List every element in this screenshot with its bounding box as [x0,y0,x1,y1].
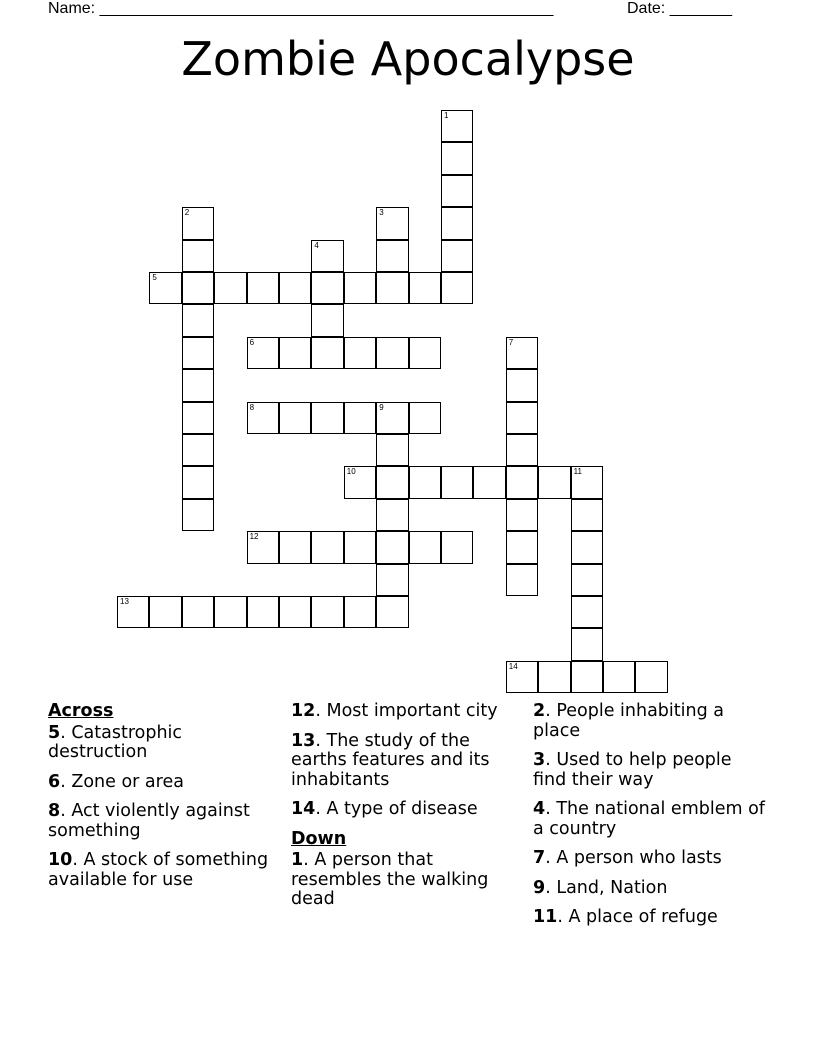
grid-cell[interactable] [409,402,441,434]
grid-cell[interactable] [441,175,473,207]
grid-cell[interactable] [441,110,473,142]
grid-cell[interactable] [149,272,181,304]
grid-cell[interactable] [182,369,214,401]
down-heading: Down [291,828,347,849]
grid-cell[interactable] [506,466,538,498]
grid-cell[interactable] [182,240,214,272]
grid-cell[interactable] [441,466,473,498]
clue-number: 10 [346,467,356,477]
grid-cell[interactable] [182,499,214,531]
grid-cell[interactable] [247,337,279,369]
clue-number: 13 [120,597,129,606]
grid-cell[interactable] [635,661,667,693]
date-label: Date: [627,0,670,17]
clue-number: 5 [152,273,157,282]
grid-cell[interactable] [279,272,311,304]
grid-cell[interactable] [571,531,603,563]
clue-across-5: 5. Catastrophic destruction [48,722,183,762]
grid-cell[interactable] [441,272,473,304]
clue-number: 11 [573,467,582,477]
grid-cell[interactable] [376,531,408,563]
grid-cell[interactable] [344,337,376,369]
grid-cell[interactable] [376,240,408,272]
clue-across-8: 8. Act violently against something [48,801,250,841]
grid-cell[interactable] [571,564,603,596]
name-blank[interactable]: ___________________________________________________ [99,0,554,17]
grid-cell[interactable] [571,661,603,693]
clue-down-9: 9. Land, Nation [533,877,668,898]
clue-column-1 [48,702,280,900]
grid-cell[interactable] [376,207,408,239]
clue-number: 14 [508,661,518,671]
grid-cell[interactable] [247,272,279,304]
clue-down-4: 4. The national emblem of a country [533,799,765,839]
grid-cell[interactable] [376,466,408,498]
grid-cell[interactable] [279,531,311,563]
grid-cell[interactable] [506,402,538,434]
grid-cell[interactable] [247,402,279,434]
grid-cell[interactable] [182,304,214,336]
grid-cell[interactable] [182,434,214,466]
grid-cell[interactable] [117,596,149,628]
grid-cell[interactable] [214,272,246,304]
grid-cell[interactable] [311,304,343,336]
grid-cell[interactable] [506,661,538,693]
clue-column-2 [291,702,523,920]
clue-across-14: 14. A type of disease [291,799,478,819]
clue-down-1: 1. A person that resembles the walking dead [291,850,489,909]
clue-across-10: 10. A stock of something available for use [48,850,269,890]
grid-cell[interactable] [376,499,408,531]
grid-cell[interactable] [506,531,538,563]
clue-column-3 [533,702,765,938]
clue-down-11: 11. A place of refuge [533,907,718,927]
grid-cell[interactable] [182,402,214,434]
date-blank[interactable]: _______ [669,0,732,17]
page-title: Zombie Apocalypse [181,32,635,86]
grid-cell[interactable] [344,531,376,563]
clue-down-2: 2. People inhabiting a place [533,701,724,741]
grid-cell[interactable] [182,596,214,628]
grid-cell[interactable] [279,596,311,628]
grid-cell[interactable] [344,402,376,434]
grid-cell[interactable] [182,466,214,498]
grid-cell[interactable] [311,240,343,272]
grid-cell[interactable] [344,466,376,498]
grid-cell[interactable] [506,499,538,531]
grid-cell[interactable] [311,337,343,369]
grid-cell[interactable] [311,531,343,563]
grid-cell[interactable] [441,531,473,563]
grid-cell[interactable] [409,337,441,369]
clue-across-12: 12. Most important city [291,701,498,721]
grid-cell[interactable] [247,531,279,563]
grid-cell[interactable] [344,596,376,628]
grid-cell[interactable] [214,596,246,628]
grid-cell[interactable] [506,434,538,466]
grid-cell[interactable] [473,466,505,498]
grid-cell[interactable] [409,531,441,563]
clue-number: 7 [508,337,514,347]
grid-cell[interactable] [182,272,214,304]
grid-cell[interactable] [506,369,538,401]
grid-cell[interactable] [538,661,570,693]
clue-number: 4 [314,240,319,250]
grid-cell[interactable] [409,272,441,304]
grid-cell[interactable] [571,628,603,660]
clue-number: 3 [379,208,384,218]
grid-cell[interactable] [376,402,408,434]
clue-across-6: 6. Zone or area [48,771,184,792]
grid-cell[interactable] [311,402,343,434]
grid-cell[interactable] [376,337,408,369]
clue-down-3: 3. Used to help people find their way [533,750,732,790]
across-heading: Across [48,701,114,721]
clue-number: 9 [379,402,384,412]
grid-cell[interactable] [409,466,441,498]
grid-cell[interactable] [571,596,603,628]
grid-cell[interactable] [506,564,538,596]
grid-cell[interactable] [376,596,408,628]
grid-cell[interactable] [182,207,214,239]
name-label: Name: [48,0,100,17]
grid-cell[interactable] [344,272,376,304]
clue-down-7: 7. A person who lasts [533,848,722,868]
grid-cell[interactable] [149,596,181,628]
clue-across-13: 13. The study of the earths features and its inhabitants [291,730,490,790]
clue-number: 8 [249,402,255,412]
grid-cell[interactable] [603,661,635,693]
grid-cell[interactable] [571,466,603,498]
clue-number: 1 [444,111,449,120]
grid-cell[interactable] [376,564,408,596]
grid-cell[interactable] [376,272,408,304]
grid-cell[interactable] [247,596,279,628]
grid-cell[interactable] [441,142,473,174]
grid-cell[interactable] [279,402,311,434]
clue-number: 12 [249,532,259,542]
clue-number: 6 [249,337,255,347]
grid-cell[interactable] [182,337,214,369]
grid-cell[interactable] [376,434,408,466]
grid-cell[interactable] [279,337,311,369]
grid-cell[interactable] [506,337,538,369]
grid-cell[interactable] [311,272,343,304]
grid-cell[interactable] [311,596,343,628]
grid-cell[interactable] [441,207,473,239]
clue-number: 2 [184,208,190,218]
grid-cell[interactable] [571,499,603,531]
grid-cell[interactable] [538,466,570,498]
grid-cell[interactable] [441,240,473,272]
